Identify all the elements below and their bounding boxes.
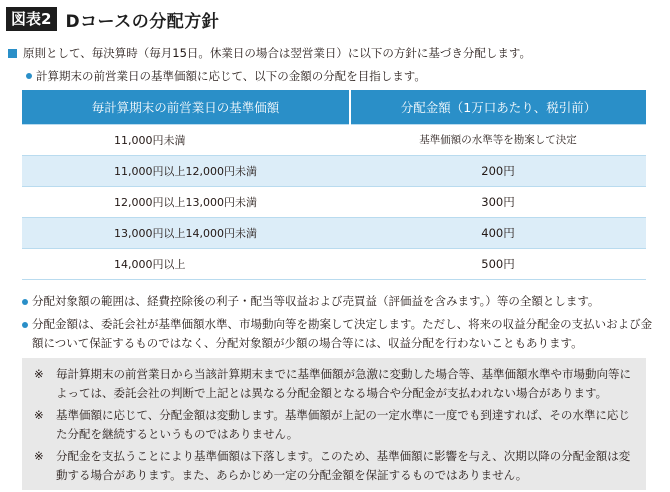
table-header-row [22, 90, 646, 124]
note-item [22, 315, 662, 353]
header-distribution-amount: 分配金額（1万口あたり、税引前） [350, 90, 646, 124]
nav-range-cell: 11,000円以上12,000円未満 [22, 155, 350, 186]
figure-header [6, 6, 219, 32]
dot-bullet-icon [26, 73, 32, 79]
nav-range-cell: 11,000円未満 [22, 124, 350, 155]
table-row [22, 186, 646, 217]
reference-mark: ※ [34, 408, 44, 422]
nav-range-cell: 14,000円以上 [22, 248, 350, 279]
sub-intro-text: 計算期末の前営業日の基準価額に応じて、以下の金額の分配を目指します。 [36, 69, 426, 83]
sub-intro-line [26, 68, 426, 84]
intro-text: 原則として、毎決算時（毎月15日。休業日の場合は翌営業日）に以下の方針に基づき分配します。 [23, 46, 531, 60]
nav-range-cell: 12,000円以上13,000円未満 [22, 186, 350, 217]
amount-cell: 400円 [350, 217, 646, 248]
table-row [22, 248, 646, 279]
table-row [22, 217, 646, 248]
caution-text: 分配金を支払うことにより基準価額は下落します。このため、基準価額に影響を与え、次期以降の分配金額は変動する場合があります。また、あらかじめ一定の分配金額を保証するものではありません。 [56, 449, 631, 482]
amount-cell: 500円 [350, 248, 646, 279]
dot-bullet-icon [22, 322, 28, 328]
square-bullet-icon [8, 49, 17, 58]
notes-list [22, 292, 662, 357]
table-row [22, 124, 646, 155]
intro-line [8, 45, 531, 61]
note-text: 分配対象額の範囲は、経費控除後の利子・配当等収益および売買益（評価益を含みます。）等の全額とします。 [32, 294, 600, 308]
caution-item [34, 447, 632, 485]
caution-text: 基準価額に応じて、分配金額は変動します。基準価額が上記の一定水準に一度でも到達すれば、その水準に応じた分配を継続するというものではありません。 [56, 408, 630, 441]
dot-bullet-icon [22, 299, 28, 305]
reference-mark: ※ [34, 449, 44, 463]
distribution-table [22, 90, 646, 280]
figure-label: 図表2 [6, 7, 57, 31]
amount-cell: 基準価額の水準等を勘案して決定 [350, 124, 646, 155]
amount-cell: 200円 [350, 155, 646, 186]
page-title: Dコースの分配方針 [65, 11, 220, 32]
caution-text: 毎計算期末の前営業日から当該計算期末までに基準価額が急激に変動した場合等、基準価額水準や市場動向等によっては、委託会社の判断で上記とは異なる分配金額となる場合や分配金が支払われない場合があります。 [56, 367, 631, 400]
note-item [22, 292, 662, 311]
caution-item [34, 365, 632, 403]
table-row [22, 155, 646, 186]
caution-item [34, 406, 632, 444]
amount-cell: 300円 [350, 186, 646, 217]
nav-range-cell: 13,000円以上14,000円未満 [22, 217, 350, 248]
header-nav-range: 毎計算期末の前営業日の基準価額 [22, 90, 350, 124]
caution-box [22, 358, 646, 490]
reference-mark: ※ [34, 367, 44, 381]
note-text: 分配金額は、委託会社が基準価額水準、市場動向等を勘案して決定します。ただし、将来の収益分配金の支払いおよび金額について保証するものではなく、分配対象額が少額の場合等には、収益分配を行わないこともあります。 [32, 317, 653, 350]
